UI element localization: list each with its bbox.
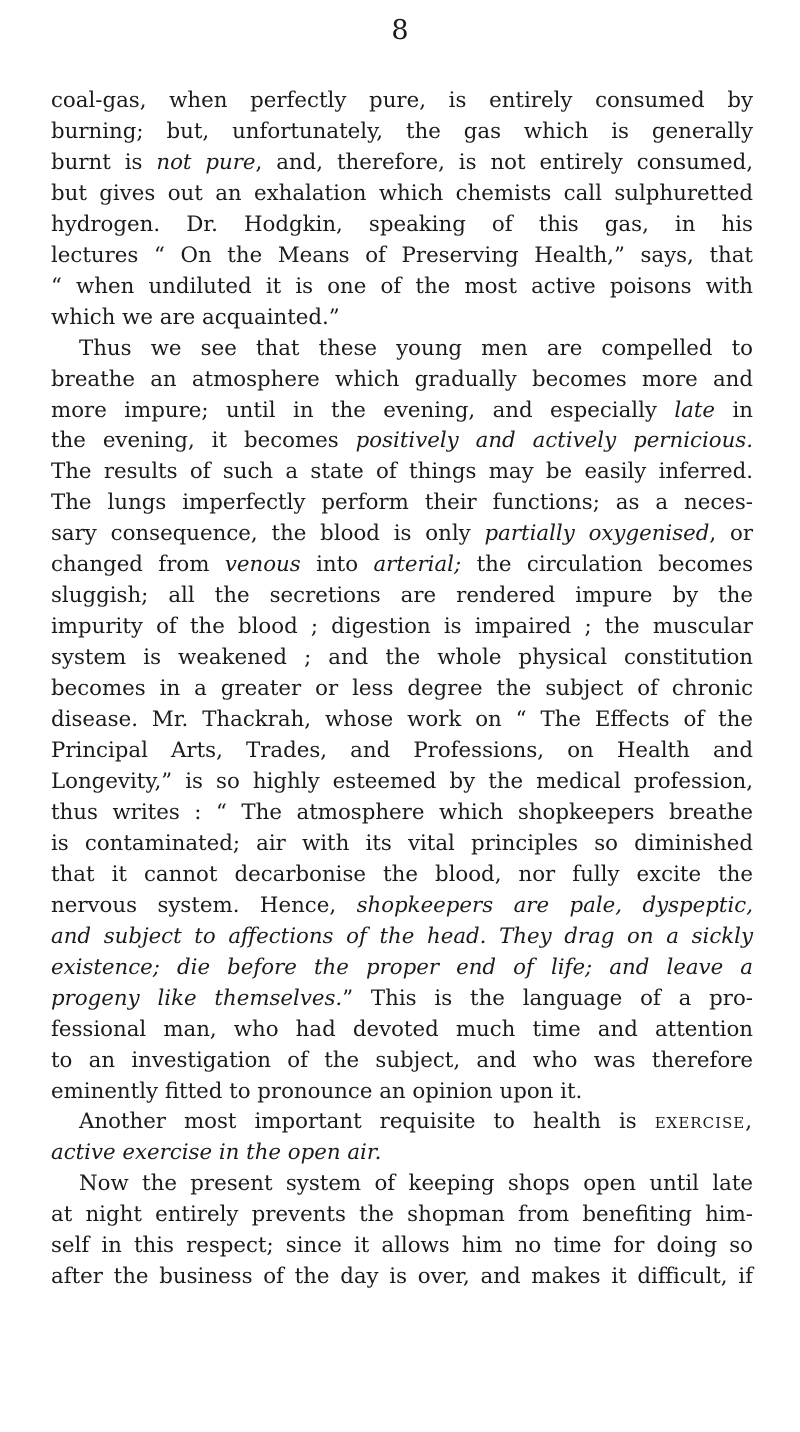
text-line: becomes in a greater or less degree the subject of chronic — [51, 676, 753, 702]
text-line: burnt is not pure, and, therefore, is not entirely consumed, — [51, 149, 754, 175]
text-line: breathe an atmosphere which gradually becomes more and — [51, 366, 753, 392]
text-line: “ when undiluted it is one of the most active poisons with — [51, 273, 753, 299]
text-line: sary consequence, the blood is only partially oxygenised, or — [51, 521, 753, 547]
text-line: self in this respect; since it allows him no time for doing so — [51, 1233, 753, 1259]
text-line: more impure; until in the evening, and especially late in — [51, 397, 753, 423]
text-line: eminently fitted to pronounce an opinion upon it. — [51, 1078, 583, 1104]
text-line: which we are acquainted.” — [51, 304, 340, 330]
text-line: The lungs imperfectly perform their functions; as a neces- — [51, 490, 753, 516]
text-line: and subject to affections of the head. They drag on a sickly — [51, 923, 753, 949]
text-line: coal-gas, when perfectly pure, is entirely consumed by — [51, 88, 753, 113]
text-line: burning; but, unfortunately, the gas which is generally — [51, 118, 753, 144]
text-line: existence; die before the proper end of life; and leave a — [51, 954, 753, 980]
text-line: impurity of the blood ; digestion is impaired ; the muscular — [51, 614, 753, 640]
text-line: is contaminated; air with its vital principles so diminished — [51, 830, 753, 856]
text-line: sluggish; all the secretions are rendered impure by the — [51, 583, 753, 609]
text-line: Another most important requisite to health is exercise, — [79, 1109, 753, 1135]
text-line: Thus we see that these young men are compelled to — [79, 335, 753, 361]
text-line: changed from venous into arterial; the circulation becomes — [51, 552, 754, 578]
text-line: after the business of the day is over, and makes it difficult, if — [51, 1264, 753, 1290]
text-line: active exercise in the open air. — [51, 1140, 382, 1166]
text-line: to an investigation of the subject, and who was therefore — [51, 1047, 753, 1073]
body-text — [51, 86, 753, 1293]
text-line: Longevity,” is so highly esteemed by the medical profession, — [51, 768, 753, 794]
text-line: but gives out an exhalation which chemists call sulphuretted — [51, 180, 753, 206]
text-line: The results of such a state of things may be easily inferred. — [51, 459, 753, 485]
text-line: fessional man, who had devoted much time and attention — [51, 1016, 753, 1042]
text-line: system is weakened ; and the whole physical constitution — [51, 645, 753, 671]
text-line: Principal Arts, Trades, and Professions, on Health and — [51, 738, 753, 764]
text-line: nervous system. Hence, shopkeepers are pale, dyspeptic, — [51, 892, 753, 918]
text-line: disease. Mr. Thackrah, whose work on “ The Effects of the — [51, 707, 753, 733]
text-line: thus writes : “ The atmosphere which shopkeepers breathe — [51, 799, 753, 825]
text-line: progeny like themselves.” This is the language of a pro- — [51, 985, 753, 1011]
page-number: 8 — [391, 15, 409, 46]
text-line: lectures “ On the Means of Preserving Health,” says, that — [51, 242, 753, 268]
text-line: that it cannot decarbonise the blood, nor fully excite the — [51, 861, 753, 887]
text-line: hydrogen. Dr. Hodgkin, speaking of this gas, in his — [51, 211, 753, 237]
text-line: Now the present system of keeping shops open until late — [79, 1171, 753, 1197]
text-line: at night entirely prevents the shopman from benefiting him- — [51, 1202, 753, 1228]
text-line: the evening, it becomes positively and actively pernicious. — [51, 428, 753, 454]
